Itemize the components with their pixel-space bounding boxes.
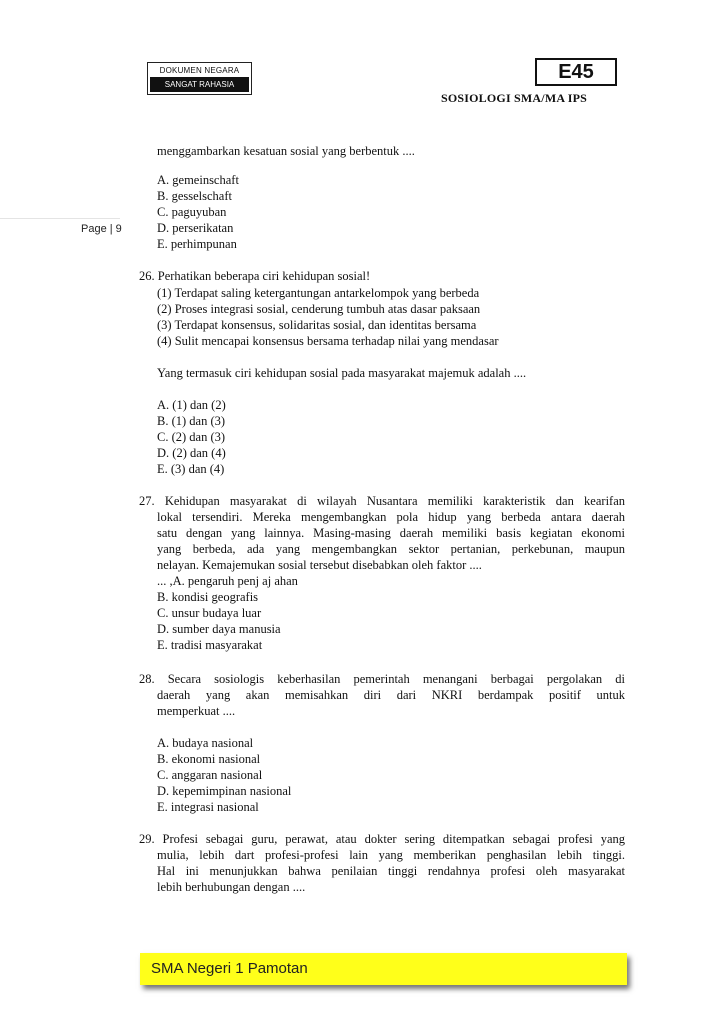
q27-line-3: satu dengan yang lainnya. Masing-masing daerah memiliki basis kegiatan ekonomi	[157, 526, 625, 540]
q27-line-2: lokal tersendiri. Mereka mengembangkan pola hidup yang berbeda antara daerah	[157, 510, 625, 524]
stamp-top-label: DOKUMEN NEGARA	[159, 66, 240, 75]
q26-option-e: E. (3) dan (4)	[157, 462, 225, 476]
q26-option-d: D. (2) dan (4)	[157, 446, 226, 460]
page-number: Page | 9	[81, 223, 122, 235]
q26-stem: 26. Perhatikan beberapa ciri kehidupan sosial!	[139, 269, 371, 283]
q26-option-a: A. (1) dan (2)	[157, 398, 226, 412]
q27-option-a: ... ,A. pengaruh penj aj ahan	[157, 574, 298, 588]
q29-line-3: Hal ini menunjukkan bahwa penilaian tinggi rendahnya profesi oleh masyarakat	[157, 864, 625, 878]
q25-option-e: E. perhimpunan	[157, 237, 237, 251]
q28-option-b: B. ekonomi nasional	[157, 752, 261, 766]
q26-item-1: (1) Terdapat saling ketergantungan antarkelompok yang berbeda	[157, 286, 480, 300]
page-margin-rule	[0, 218, 120, 219]
q28-option-e: E. integrasi nasional	[157, 800, 259, 814]
subject-title: SOSIOLOGI SMA/MA IPS	[441, 91, 588, 105]
q27-line-1: 27. Kehidupan masyarakat di wilayah Nusantara memiliki karakteristik dan kearifan	[139, 494, 625, 508]
q28-line-3: memperkuat ....	[157, 704, 236, 718]
q27-line-4: yang berbeda, ada yang mengembangkan sektor pertanian, perkebunan, maupun	[157, 542, 625, 556]
q27-option-c: C. unsur budaya luar	[157, 606, 262, 620]
q28-line-1: 28. Secara sosiologis keberhasilan pemerintah menangani berbagai pergolakan di	[139, 672, 625, 686]
q29-line-1: 29. Profesi sebagai guru, perawat, atau dokter sering ditempatkan sebagai profesi yang	[139, 832, 625, 846]
q25-option-a: A. gemeinschaft	[157, 173, 239, 187]
school-name: SMA Negeri 1 Pamotan	[151, 960, 308, 977]
q29-line-4: lebih berhubungan dengan ....	[157, 880, 306, 894]
q25-option-d: D. perserikatan	[157, 221, 234, 235]
q25-option-c: C. paguyuban	[157, 205, 227, 219]
school-footer-banner	[140, 953, 627, 985]
q28-option-a: A. budaya nasional	[157, 736, 254, 750]
q26-item-3: (3) Terdapat konsensus, solidaritas sosial, dan identitas bersama	[157, 318, 477, 332]
q27-option-b: B. kondisi geografis	[157, 590, 259, 604]
q26-item-4: (4) Sulit mencapai konsensus bersama terhadap nilai yang mendasar	[157, 334, 499, 348]
q26-question: Yang termasuk ciri kehidupan sosial pada masyarakat majemuk adalah ....	[157, 366, 527, 380]
q25-continuation: menggambarkan kesatuan sosial yang berbentuk ....	[157, 144, 415, 158]
q29-line-2: mulia, lebih dart profesi-profesi lain yang memberikan penghasilan lebih tinggi.	[157, 848, 625, 862]
exam-code-box: E45	[535, 58, 617, 86]
document-classification-stamp	[147, 62, 252, 95]
q27-line-5: nelayan. Kemajemukan sosial tersebut disebabkan oleh faktor ....	[157, 558, 482, 572]
q26-option-b: B. (1) dan (3)	[157, 414, 226, 428]
q25-option-b: B. gesselschaft	[157, 189, 232, 203]
q28-line-2: daerah yang akan memisahkan diri dari NKRI berdampak positif untuk	[157, 688, 625, 702]
q28-option-d: D. kepemimpinan nasional	[157, 784, 292, 798]
q28-option-c: C. anggaran nasional	[157, 768, 263, 782]
stamp-bottom-label: SANGAT RAHASIA	[150, 77, 249, 92]
q27-option-d: D. sumber daya manusia	[157, 622, 281, 636]
q26-option-c: C. (2) dan (3)	[157, 430, 226, 444]
q27-option-e: E. tradisi masyarakat	[157, 638, 263, 652]
q26-item-2: (2) Proses integrasi sosial, cenderung tumbuh atas dasar paksaan	[157, 302, 481, 316]
